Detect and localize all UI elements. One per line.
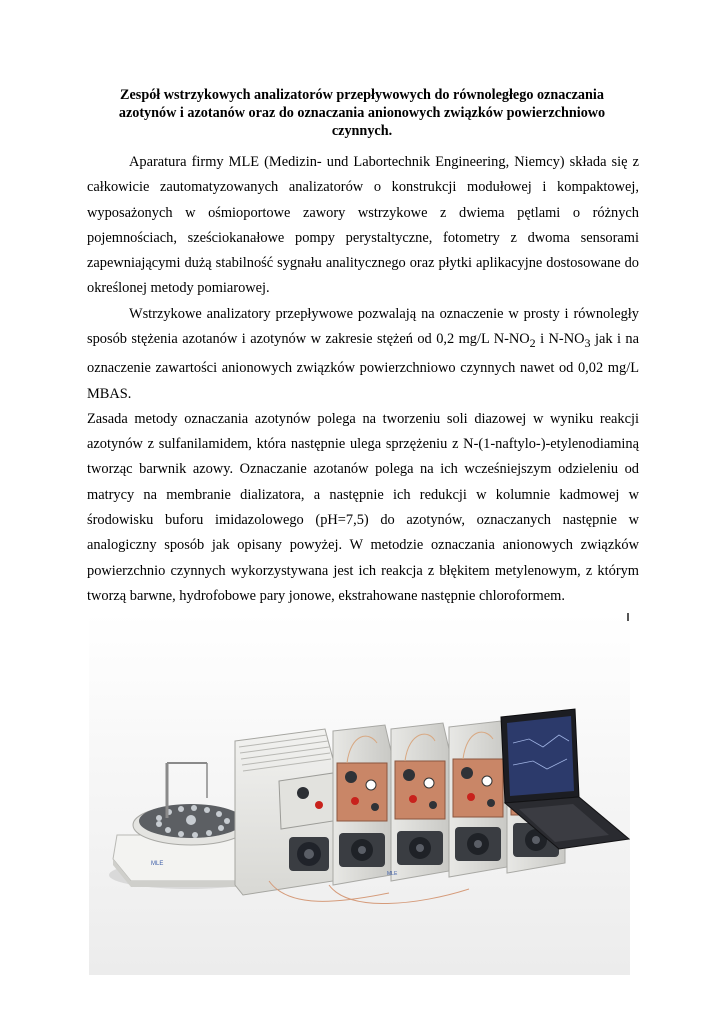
- subscript-2: 2: [529, 335, 536, 350]
- document-title: [95, 86, 629, 140]
- title-line-1: Zespół wstrzykowych analizatorów przepływowych do równoległego oznaczania: [120, 87, 604, 103]
- paragraph-2-text-c: jak i na oznaczenie zawartości anionowych związków powierzchniowo czynnych nawet od 0,02 mg/L MBAS.: [87, 331, 639, 402]
- analyzer-photo: [89, 613, 630, 975]
- title-line-2: azotynów i azotanów oraz do oznaczania anionowych związków powierzchniowo: [118, 105, 606, 121]
- paragraph-1: Aparatura firmy MLE (Medizin- und Labortechnik Engineering, Niemcy) składa się z całkowicie zautomatyzowanych analizatorów o konstrukcji modułowej i kompaktowej, wyposażonych w ośmioportowe zawory wstrzykowe z dwiema pętlami o różnych pojemnościach, sześciokanałowe pompy perystaltyczne, fotometry z dwoma sensorami zapewniającymi dużą stabilność sygnału analitycznego oraz płytki aplikacyjne dostosowane do określonej metody pomiarowej.: [87, 154, 639, 297]
- paragraph-2: [87, 302, 639, 407]
- main-analyzer-module: [235, 729, 333, 895]
- paragraph-2-text-b: i N-NO: [535, 331, 585, 348]
- autosampler-label: MLE: [151, 861, 164, 867]
- analyzer-illustration: [89, 613, 630, 975]
- paragraph-2-text-a: Wstrzykowe analizatory przepływowe pozwalają na oznaczenie w prosty i równoległy sposób stężenia azotanów i azotynów w zakresie stężeń od 0,2 mg/L N-NO: [87, 305, 639, 348]
- flow-module-3: [449, 721, 507, 877]
- flow-module-1: [333, 725, 391, 885]
- flow-module-2: [391, 723, 449, 881]
- title-line-3: czynnych.: [331, 123, 393, 139]
- module-label: MLE: [387, 871, 398, 877]
- subscript-3: 3: [584, 335, 591, 350]
- document-body: [87, 150, 639, 609]
- paragraph-3: Zasada metody oznaczania azotynów polega na tworzeniu soli diazowej w wyniku reakcji azotynów z sulfanilamidem, która następnie ulega sprzężeniu z N-(1-naftylo-)-etylenodiaminą tworząc barwnik azowy. Oznaczanie azotanów polega na ich wcześniejszym odzieleniu od matrycy na membranie dializatora, a następnie ich redukcji w kolumnie kadmowej w środowisku buforu imidazolowego (pH=7,5) do azotynów, oznaczanych następnie w analogiczny sposób jak opisany powyżej. W metodzie oznaczania anionowych związków powierzchnio czynnych wykorzystywana jest ich reakcja z błękitem metylenowym, z którym tworzą barwne, hydrofobowe pary jonowe, ekstrahowane następnie chloroformem.: [87, 410, 639, 604]
